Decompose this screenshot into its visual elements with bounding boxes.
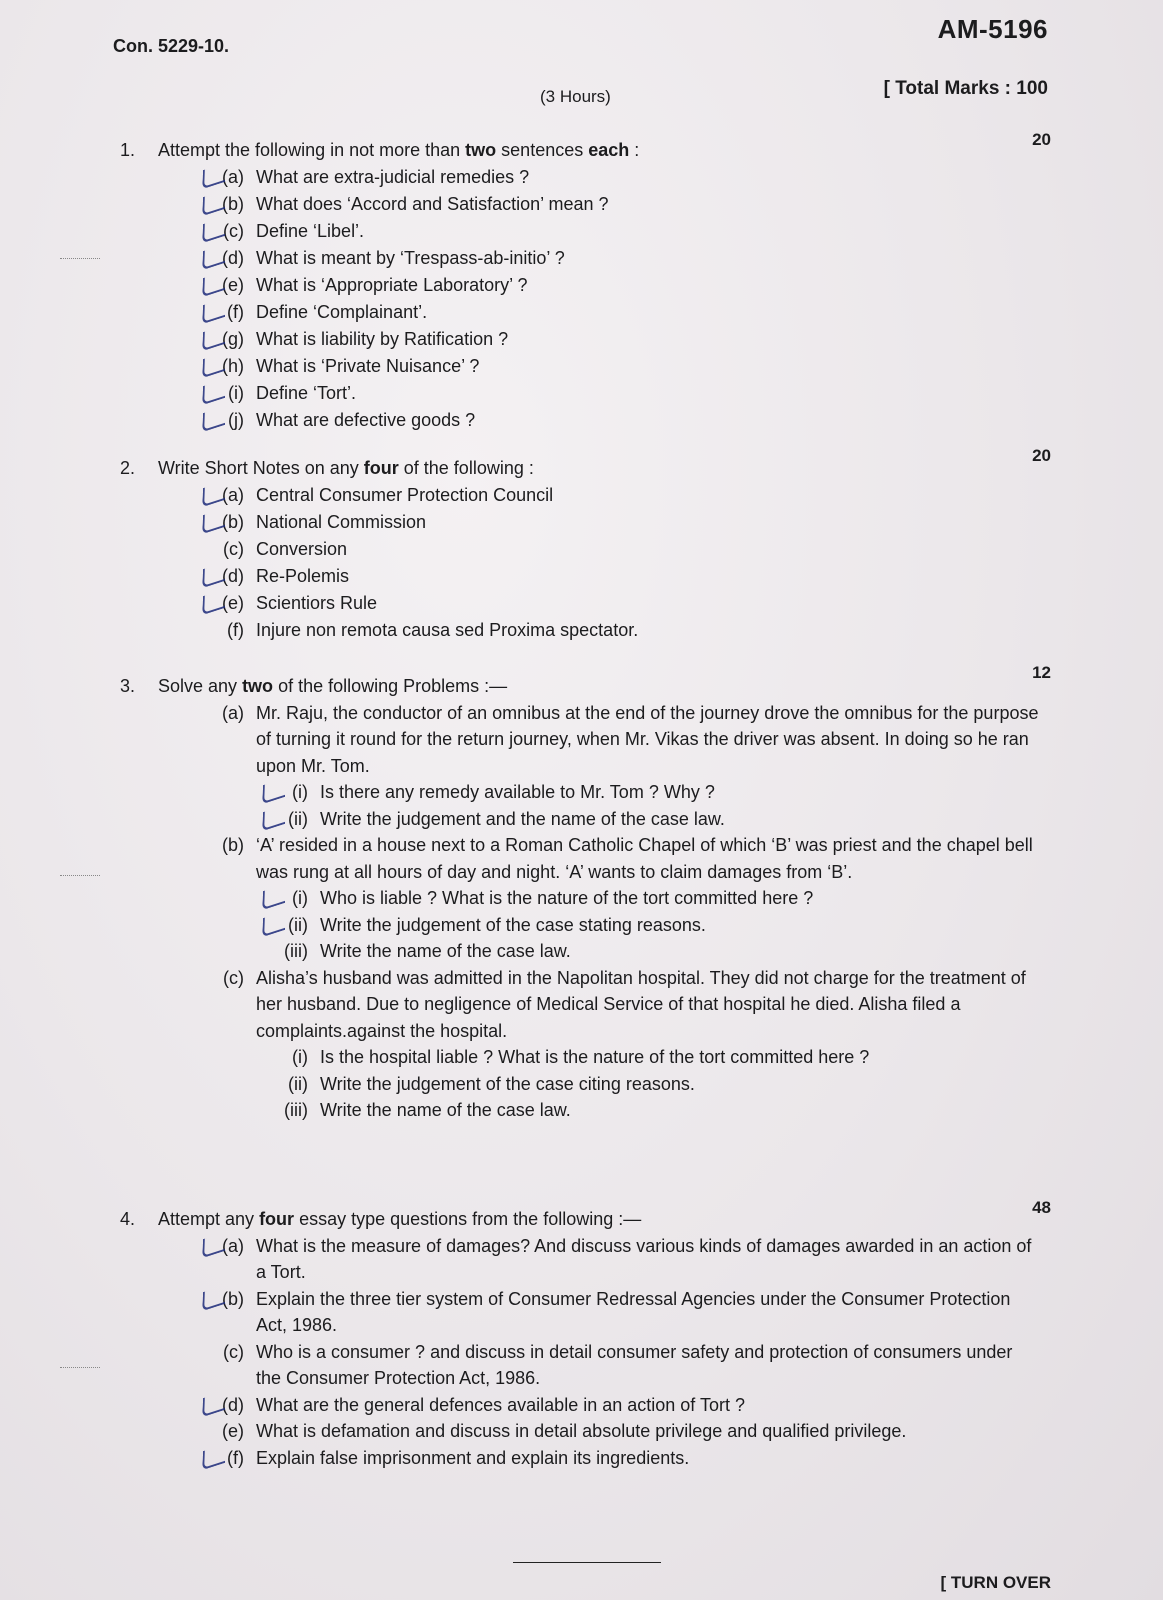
item-label: (e) [222,1421,244,1441]
question-item [200,1418,1040,1445]
question-item [200,1286,1040,1339]
item-label: (c) [223,539,244,559]
item-text: Alisha’s husband was admitted in the Napolitan hospital. They did not charge for the treatment of her husband. Due to negligence of Medical Service of that hospital he died. Alisha filed a complaints.against the hospital. [256,967,1026,1041]
item-label: (b) [200,509,256,536]
question-item [200,245,1040,272]
item-text: What are the general defences available in an action of Tort ? [256,1394,745,1415]
question-item [200,299,1040,326]
item-text: Write the judgement of the case citing reasons. [320,1073,695,1094]
sub-question [260,806,1040,833]
item-label: (ii) [288,1073,308,1094]
check-mark-icon [262,778,285,805]
item-text: Define ‘Tort’. [256,383,357,403]
sub-question [260,1071,1040,1098]
item-text: Who is liable ? What is the nature of the tort committed here ? [320,888,814,908]
margin-mark [60,875,100,876]
check-mark-icon [202,379,225,406]
question-item [200,380,1040,407]
question-number: 1. [120,140,136,160]
question-1-marks: 20 [1032,130,1051,149]
check-mark-icon [202,217,225,244]
question-4-marks: 48 [1032,1198,1051,1217]
question-stem: Attempt any four essay type questions from the following :— [158,1209,642,1229]
item-label: (d) [200,1392,256,1419]
check-mark-icon [202,1284,225,1311]
problem [200,700,1040,780]
check-mark-icon [202,244,225,271]
item-text: What is ‘Private Nuisance’ ? [256,356,480,376]
total-marks: [ Total Marks : 100 [883,78,1048,99]
item-label: (iii) [284,1100,308,1120]
question-2 [120,455,1040,644]
item-text: ‘A’ resided in a house next to a Roman Catholic Chapel of which ‘B’ was priest and the chapel bell was rung at all hours of day and night. ‘A’ wants to claim damages from ‘B’. [256,835,1033,882]
item-label: (b) [222,835,244,855]
item-label: (i) [200,380,256,407]
item-text: National Commission [256,512,427,532]
question-item [200,353,1040,380]
item-text: Scientiors Rule [256,593,378,613]
item-text: Write the judgement of the case stating reasons. [320,914,706,935]
question-stem: Write Short Notes on any four of the following : [158,458,534,478]
sub-question [260,779,1040,806]
con-code: Con. 5229-10. [113,36,230,56]
item-text: Who is a consumer ? and discuss in detail consumer safety and protection of consumers under the Consumer Protection Act, 1986. [256,1341,1013,1388]
item-text: Write the name of the case law. [320,1100,571,1120]
item-label: (f) [200,299,256,326]
check-mark-icon [202,589,225,616]
question-3-problems [200,700,1040,1124]
item-text: Mr. Raju, the conductor of an omnibus at the end of the journey drove the omnibus for the purpose of turning it round for the return journey, when Mr. Vikas the driver was absent. In doing so he ran upon Mr. Tom. [256,702,1039,776]
item-label: (e) [200,272,256,299]
check-mark-icon [202,1443,225,1470]
turn-over: [ TURN OVER [940,1573,1051,1592]
question-item [200,482,1040,509]
item-text: Define ‘Complainant’. [256,302,428,322]
question-4-items [200,1233,1040,1472]
check-mark-icon [202,481,225,508]
item-text: Injure non remota causa sed Proxima spectator. [256,620,639,640]
item-text: Write the name of the case law. [320,941,571,961]
margin-mark [60,258,100,259]
question-item [200,1392,1040,1419]
sub-question [260,938,1040,965]
question-item [200,272,1040,299]
item-label: (e) [200,590,256,617]
end-rule [513,1562,661,1563]
sub-question [260,1097,1040,1124]
item-label: (ii) [260,806,320,833]
question-number: 4. [120,1209,136,1229]
check-mark-icon [202,325,225,352]
item-text: Central Consumer Protection Council [256,485,554,505]
item-label: (c) [223,1341,244,1362]
problem [200,965,1040,1045]
check-mark-icon [202,406,225,433]
item-text: Is the hospital liable ? What is the nature of the tort committed here ? [320,1047,870,1067]
question-stem: Attempt the following in not more than two sentences each : [158,140,640,160]
question-stem: Solve any two of the following Problems :— [158,676,508,696]
item-text: What is liability by Ratification ? [256,329,509,349]
check-mark-icon [202,352,225,379]
check-mark-icon [202,508,225,535]
item-label: (iii) [284,941,308,961]
item-text: What is meant by ‘Trespass-ab-initio’ ? [256,248,565,268]
item-text: What is ‘Appropriate Laboratory’ ? [256,275,528,295]
question-item [200,509,1040,536]
item-label: (c) [200,218,256,245]
check-mark-icon [202,562,225,589]
item-label: (f) [200,1445,256,1472]
item-label: (ii) [260,912,320,939]
question-3 [120,673,1040,1124]
item-text: What is defamation and discuss in detail absolute privilege and qualified privilege. [256,1421,907,1441]
question-3-marks: 12 [1032,663,1051,682]
exam-duration: (3 Hours) [540,87,611,106]
question-4 [120,1206,1040,1471]
margin-mark [60,1367,100,1368]
question-number: 3. [120,676,136,696]
question-item [200,617,1040,644]
item-text: Write the judgement and the name of the case law. [320,808,725,829]
question-1 [120,137,1040,434]
item-label: (d) [200,563,256,590]
item-text: Explain false imprisonment and explain its ingredients. [256,1447,690,1468]
question-item [200,563,1040,590]
check-mark-icon [262,884,285,911]
question-number: 2. [120,458,136,478]
sub-question [260,912,1040,939]
item-text: What is the measure of damages? And discuss various kinds of damages awarded in an action of a Tort. [256,1235,1032,1282]
item-label: (i) [260,779,320,806]
check-mark-icon [202,1231,225,1258]
check-mark-icon [202,298,225,325]
question-1-items [200,164,1040,434]
item-label: (a) [222,702,244,723]
item-label: (b) [200,191,256,218]
item-text: Define ‘Libel’. [256,221,365,241]
check-mark-icon [202,163,225,190]
item-text: Explain the three tier system of Consumer Redressal Agencies under the Consumer Protection Act, 1986. [256,1288,1011,1335]
check-mark-icon [262,804,285,831]
item-label: (f) [227,620,244,640]
item-label: (d) [200,245,256,272]
item-label: (i) [260,885,320,912]
question-item [200,326,1040,353]
question-item [200,1445,1040,1472]
item-label: (c) [223,967,244,988]
question-item [200,1339,1040,1392]
item-label: (a) [200,482,256,509]
paper-code: AM-5196 [937,14,1048,44]
question-2-marks: 20 [1032,446,1051,465]
item-label: (g) [200,326,256,353]
item-label: (i) [292,1047,308,1067]
question-item [200,536,1040,563]
problem [200,832,1040,885]
question-item [200,191,1040,218]
item-text: What are defective goods ? [256,410,476,430]
check-mark-icon [202,1390,225,1417]
sub-question [260,885,1040,912]
sub-question [260,1044,1040,1071]
question-item [200,407,1040,434]
question-item [200,164,1040,191]
item-label: (b) [200,1286,256,1339]
item-label: (a) [200,1233,256,1286]
item-label: (a) [200,164,256,191]
item-label: (j) [200,407,256,434]
question-2-items [200,482,1040,644]
check-mark-icon [202,190,225,217]
question-item [200,218,1040,245]
item-text: What are extra-judicial remedies ? [256,167,530,187]
question-item [200,590,1040,617]
item-text: Re-Polemis [256,566,350,586]
item-text: Is there any remedy available to Mr. Tom ? Why ? [320,782,715,802]
item-text: What does ‘Accord and Satisfaction’ mean ? [256,194,609,214]
item-text: Conversion [256,539,348,559]
check-mark-icon [202,271,225,298]
item-label: (h) [200,353,256,380]
question-item [200,1233,1040,1286]
check-mark-icon [262,910,285,937]
